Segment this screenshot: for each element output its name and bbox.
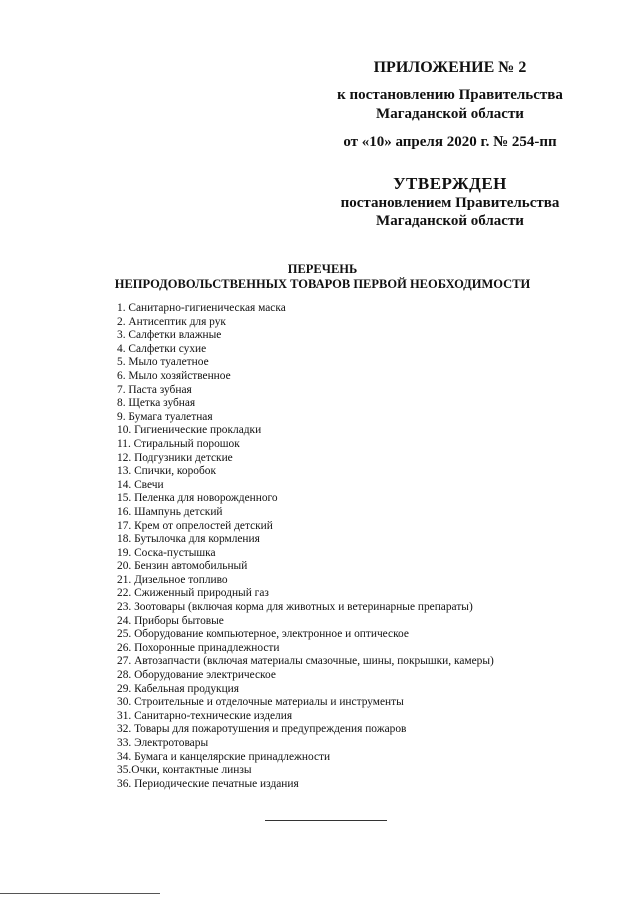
- list-item: 18. Бутылочка для кормления: [117, 533, 260, 546]
- list-item: 34. Бумага и канцелярские принадлежности: [117, 750, 331, 763]
- list-heading: [100, 262, 545, 292]
- list-item: 28. Оборудование электрическое: [117, 669, 276, 682]
- list-item: 16. Шампунь детский: [117, 505, 223, 518]
- approved-line-1: постановлением Правительства: [340, 195, 560, 211]
- list-item: 1. Санитарно-гигиеническая маска: [117, 302, 286, 314]
- list-item: 14. Свечи: [117, 478, 164, 491]
- list-heading-line-1: ПЕРЕЧЕНЬ: [287, 262, 358, 276]
- approved-header: [330, 175, 570, 230]
- list-item: 20. Бензин автомобильный: [117, 560, 248, 573]
- goods-list: [117, 302, 494, 791]
- appendix-line-2: Магаданской области: [376, 106, 524, 122]
- list-item: 29. Кабельная продукция: [117, 682, 240, 695]
- list-item: 7. Паста зубная: [117, 383, 192, 396]
- list-item: 4. Салфетки сухие: [117, 342, 207, 355]
- list-item: 27. Автозапчасти (включая материалы смазочные, шины, покрышки, камеры): [117, 655, 494, 668]
- appendix-line-1: к постановлению Правительства: [337, 87, 563, 103]
- list-item: 32. Товары для пожаротушения и предупреждения пожаров: [117, 723, 407, 736]
- list-item: 12. Подгузники детские: [117, 451, 233, 464]
- list-item: 26. Похоронные принадлежности: [117, 641, 280, 654]
- list-item: 13. Спички, коробок: [117, 465, 216, 478]
- footer-divider: [0, 893, 160, 894]
- end-divider: [265, 820, 387, 821]
- list-item: 9. Бумага туалетная: [117, 410, 213, 423]
- list-item: 8. Щетка зубная: [117, 397, 196, 410]
- list-item: 5. Мыло туалетное: [117, 356, 209, 369]
- list-item: 3. Салфетки влажные: [117, 329, 222, 342]
- list-item: 15. Пеленка для новорожденного: [117, 492, 278, 505]
- approved-title: УТВЕРЖДЕН: [393, 174, 507, 193]
- list-item: 35.Очки, контактные линзы: [117, 764, 252, 777]
- list-item: 30. Строительные и отделочные материалы и инструменты: [117, 696, 404, 709]
- list-item: 6. Мыло хозяйственное: [117, 369, 231, 382]
- list-item: 23. Зоотовары (включая корма для животных и ветеринарные препараты): [117, 601, 473, 614]
- list-item: 10. Гигиенические прокладки: [117, 424, 262, 437]
- list-item: 11. Стиральный порошок: [117, 437, 240, 450]
- approved-line-2: Магаданской области: [376, 213, 524, 229]
- list-item: 31. Санитарно-технические изделия: [117, 709, 293, 722]
- list-item: 17. Крем от опрелостей детский: [117, 519, 273, 532]
- list-item: 19. Соска-пустышка: [117, 546, 216, 559]
- list-item: 36. Периодические печатные издания: [117, 777, 299, 790]
- list-heading-line-2: НЕПРОДОВОЛЬСТВЕННЫХ ТОВАРОВ ПЕРВОЙ НЕОБХОДИМОСТИ: [114, 277, 531, 291]
- list-item: 22. Сжиженный природный газ: [117, 587, 269, 600]
- list-item: 33. Электротовары: [117, 737, 209, 749]
- list-item: 2. Антисептик для рук: [117, 315, 226, 328]
- appendix-date: от «10» апреля 2020 г. № 254-пп: [343, 134, 557, 150]
- list-item: 24. Приборы бытовые: [117, 614, 224, 627]
- list-item: 21. Дизельное топливо: [117, 573, 228, 586]
- appendix-title: ПРИЛОЖЕНИЕ № 2: [373, 59, 527, 76]
- list-item: 25. Оборудование компьютерное, электронное и оптическое: [117, 628, 409, 641]
- appendix-header: [330, 58, 570, 152]
